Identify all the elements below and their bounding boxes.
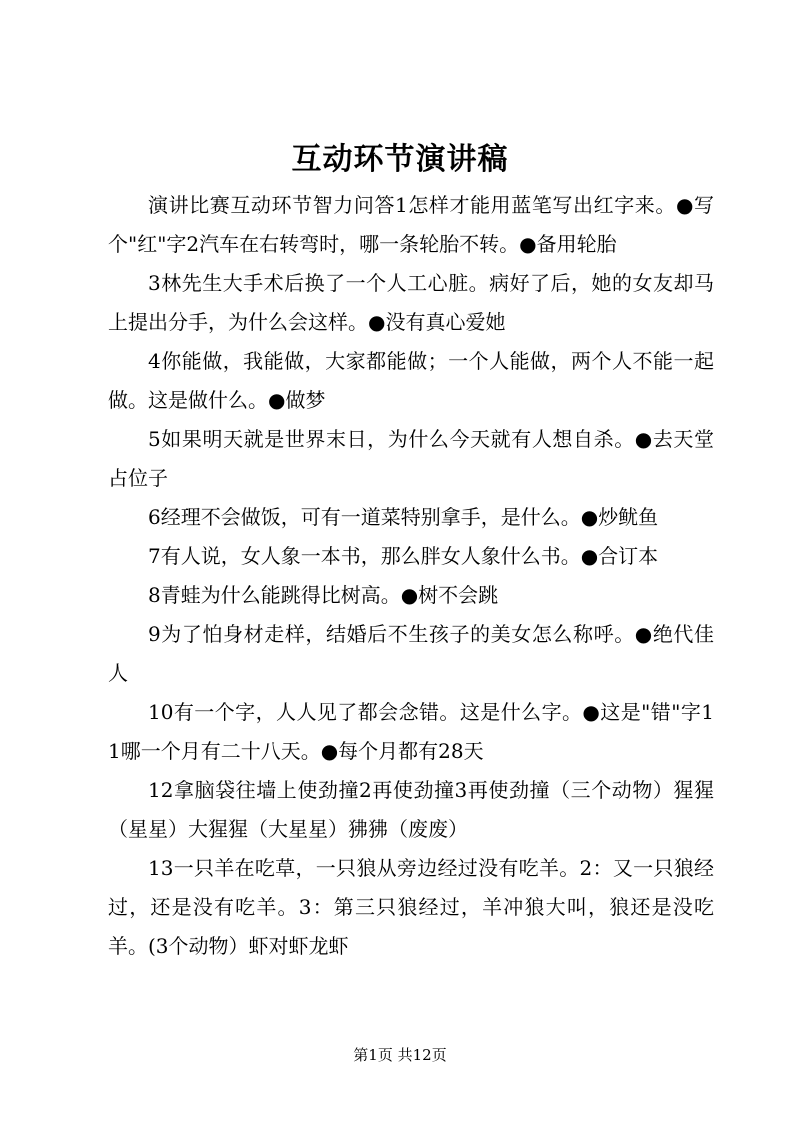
paragraph: 演讲比赛互动环节智力问答1怎样才能用蓝笔写出红字来。●写个"红"字2汽车在右转弯时，哪一条轮胎不转。●备用轮胎 bbox=[108, 193, 714, 256]
paragraph: 10有一个字，人人见了都会念错。这是什么字。●这是"错"字11哪一个月有二十八天。●每个月都有28天 bbox=[108, 700, 714, 763]
paragraph: 3林先生大手术后换了一个人工心脏。病好了后，她的女友却马上提出分手，为什么会这样。●没有真心爱她 bbox=[108, 271, 714, 334]
page-number-footer: 第1页 共12页 bbox=[353, 1046, 447, 1064]
paragraph: 5如果明天就是世界末日，为什么今天就有人想自杀。●去天堂占位子 bbox=[108, 427, 714, 490]
paragraph: 9为了怕身材走样，结婚后不生孩子的美女怎么称呼。●绝代佳人 bbox=[108, 622, 714, 685]
paragraph: 7有人说，女人象一本书，那么胖女人象什么书。●合订本 bbox=[148, 544, 659, 568]
document-body bbox=[108, 186, 714, 966]
paragraph: 4你能做，我能做，大家都能做；一个人能做，两个人不能一起做。这是做什么。●做梦 bbox=[108, 349, 714, 412]
paragraph: 13一只羊在吃草，一只狼从旁边经过没有吃羊。2：又一只狼经过，还是没有吃羊。3：第三只狼经过，羊冲狼大叫，狼还是没吃羊。(3个动物）虾对虾龙虾 bbox=[108, 856, 714, 958]
paragraph: 12拿脑袋往墙上使劲撞2再使劲撞3再使劲撞（三个动物）猩猩（星星）大猩猩（大星星）狒狒（废废） bbox=[108, 778, 714, 841]
paragraph: 6经理不会做饭，可有一道菜特别拿手，是什么。●炒鱿鱼 bbox=[148, 505, 659, 529]
page-title: 互动环节演讲稿 bbox=[291, 142, 509, 177]
paragraph: 8青蛙为什么能跳得比树高。●树不会跳 bbox=[148, 583, 499, 607]
